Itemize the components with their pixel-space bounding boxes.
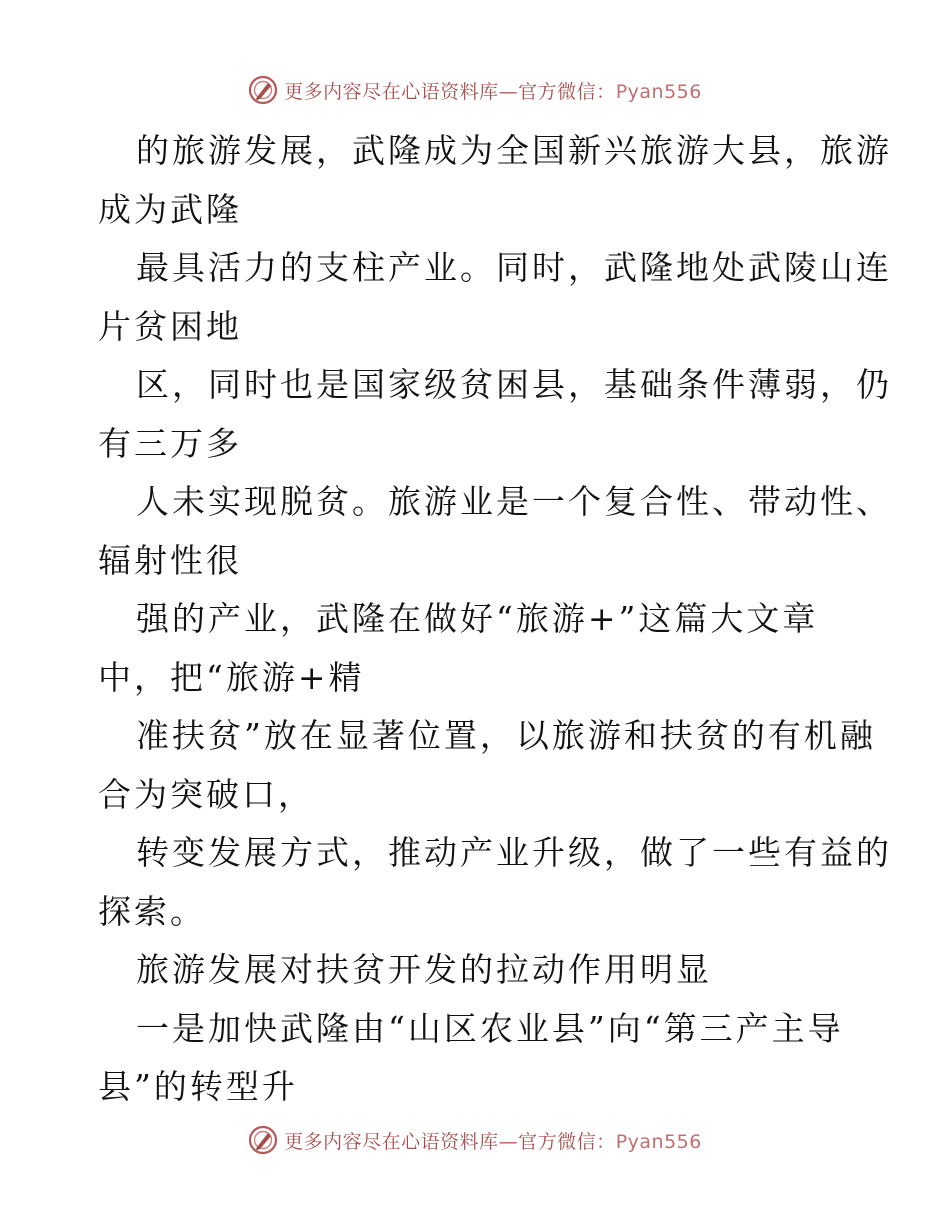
watermark-text [284, 1127, 702, 1154]
document-body [98, 122, 892, 1117]
watermark-text [284, 77, 702, 104]
text-line: 合为突破口， [98, 774, 314, 814]
text-line: 一是加快武隆由“山区农业县”向“第三产主导 [136, 1008, 844, 1048]
pen-nib-logo-icon [248, 75, 278, 105]
text-line: 强的产业，武隆在做好“旅游+”这篇大文章 [136, 599, 819, 638]
text-line: 的旅游发展，武隆成为全国新兴旅游大县，旅游 [136, 131, 892, 170]
text-line: 中，把“旅游+精 [98, 657, 365, 697]
watermark-wechat-id: Pyan556 [615, 1130, 702, 1153]
pen-nib-logo-icon [248, 1125, 278, 1155]
text-line: 有三万多 [98, 423, 242, 463]
watermark-site: 更多内容尽在心语资料库 [284, 1130, 499, 1153]
header-watermark [0, 72, 950, 108]
text-line: 区，同时也是国家级贫困县，基础条件薄弱，仍 [136, 365, 892, 404]
watermark-wechat-label: 官方微信： [518, 1130, 616, 1153]
text-line: 最具活力的支柱产业。同时，武隆地处武陵山连 [136, 248, 892, 287]
watermark-dash: — [498, 1130, 519, 1153]
text-line: 转变发展方式，推动产业升级，做了一些有益的 [136, 833, 892, 872]
text-line: 人未实现脱贫。旅游业是一个复合性、带动性、 [136, 482, 892, 521]
footer-watermark [0, 1122, 950, 1158]
watermark-dash: — [498, 80, 519, 103]
text-line: 片贫困地 [98, 306, 242, 346]
text-line: 成为武隆 [98, 189, 242, 229]
text-line: 县”的转型升 [98, 1067, 298, 1106]
text-line: 旅游发展对扶贫开发的拉动作用明显 [136, 950, 712, 989]
text-line: 辐射性很 [98, 540, 242, 580]
watermark-site: 更多内容尽在心语资料库 [284, 80, 499, 103]
text-line: 准扶贫”放在显著位置，以旅游和扶贫的有机融 [136, 716, 876, 755]
watermark-wechat-id: Pyan556 [615, 80, 702, 103]
text-line: 探索。 [98, 891, 206, 931]
watermark-wechat-label: 官方微信： [518, 80, 616, 103]
